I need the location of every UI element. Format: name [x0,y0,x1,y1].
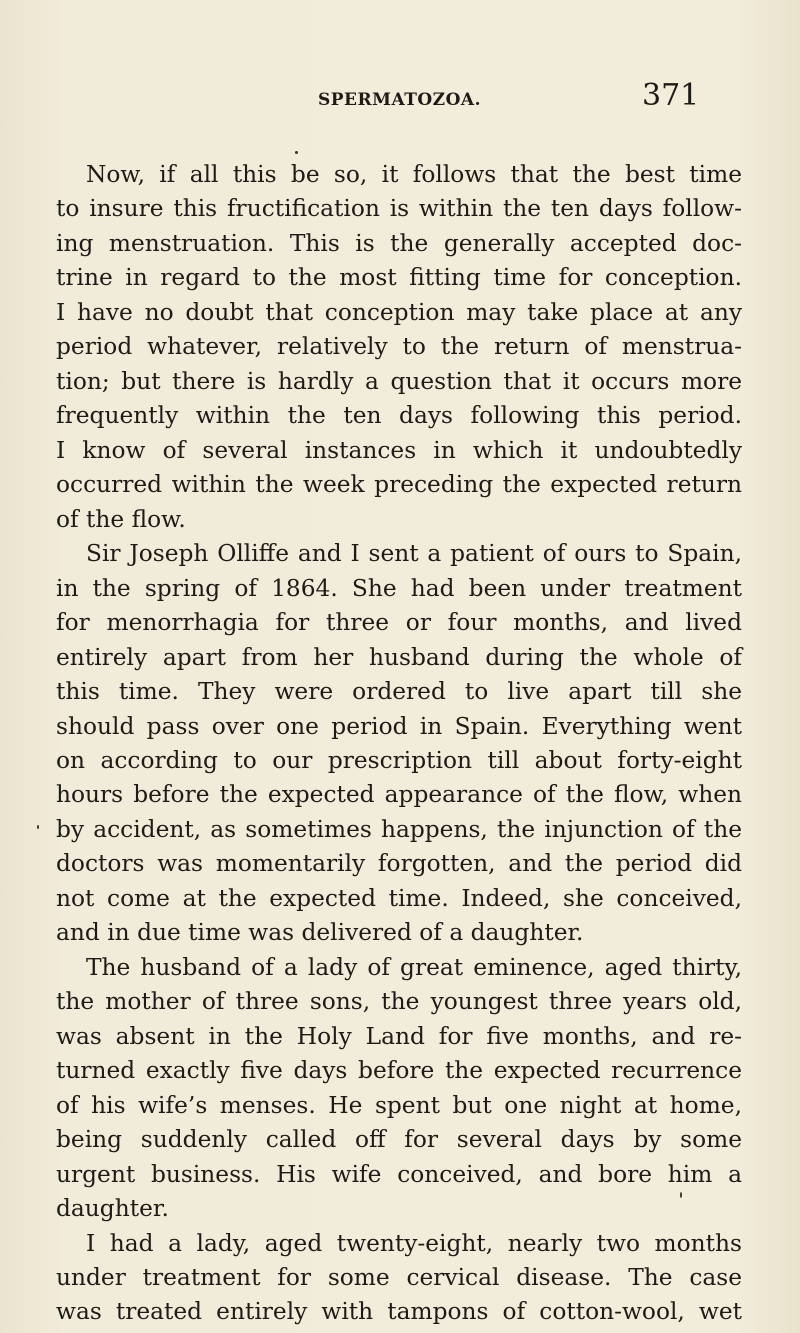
text-line: this time. They were ordered to live apart till she [56,678,742,706]
text-line: daughter. [56,1195,169,1223]
text-line: I know of several instances in which it undoubtedly [56,436,742,464]
text-line: The husband of a lady of great eminence, aged thirty, [86,953,742,981]
text-line: Now, if all this be so, it follows that the best time [86,161,742,188]
body-text [56,158,742,1330]
text-line: by accident, as sometimes happens, the injunction of the [56,815,742,843]
text-line: in the spring of 1864. She had been under treatment [56,574,742,602]
text-line: ing menstruation. This is the generally accepted doc- [56,229,742,257]
text-line: trine in regard to the most fitting time for conception. [56,264,742,292]
text-line: Sir Joseph Olliffe and I sent a patient of ours to Spain, [86,540,742,568]
text-line: under treatment for some cervical disease. The case [56,1264,742,1291]
text-line: for menorrhagia for three or four months, and lived [56,609,742,637]
running-head: SPERMATOZOA. [318,90,482,110]
text-line: I have no doubt that conception may take place at any [56,298,742,326]
text-line: tion; but there is hardly a question that it occurs more [56,367,742,395]
text-line: I had a lady, aged twenty-eight, nearly two months [86,1229,742,1257]
text-line: hours before the expected appearance of the flow, when [56,781,742,809]
text-line: urgent business. His wife conceived, and bore him a [56,1160,742,1188]
text-line: frequently within the ten days following this period. [56,402,742,430]
text-line: being suddenly called off for several days by some [56,1126,742,1154]
text-line: to insure this fructification is within the ten days follow- [56,195,742,223]
text-line: was absent in the Holy Land for five months, and re- [56,1022,742,1050]
text-line: was treated entirely with tampons of cotton-wool, wet [56,1298,742,1326]
text-line: on according to our prescription till about forty-eight [56,746,742,774]
text-line: period whatever, relatively to the return of menstrua- [56,333,742,361]
text-line: turned exactly five days before the expected recurrence [56,1057,742,1085]
text-line: of his wife’s menses. He spent but one night at home, [56,1091,742,1119]
text-line: doctors was momentarily forgotten, and the period did [56,850,742,878]
ink-speck [37,825,39,829]
text-line: entirely apart from her husband during the whole of [56,643,742,671]
text-line: the mother of three sons, the youngest three years old, [56,988,742,1016]
page-number: 371 [642,78,700,113]
ink-speck [295,151,298,154]
text-line: not come at the expected time. Indeed, she conceived, [56,884,742,912]
text-line: of the flow. [56,505,186,533]
text-line: occurred within the week preceding the expected return [56,471,742,499]
text-line: and in due time was delivered of a daughter. [56,919,584,947]
text-line: should pass over one period in Spain. Everything went [56,712,742,740]
page-header [0,78,800,128]
